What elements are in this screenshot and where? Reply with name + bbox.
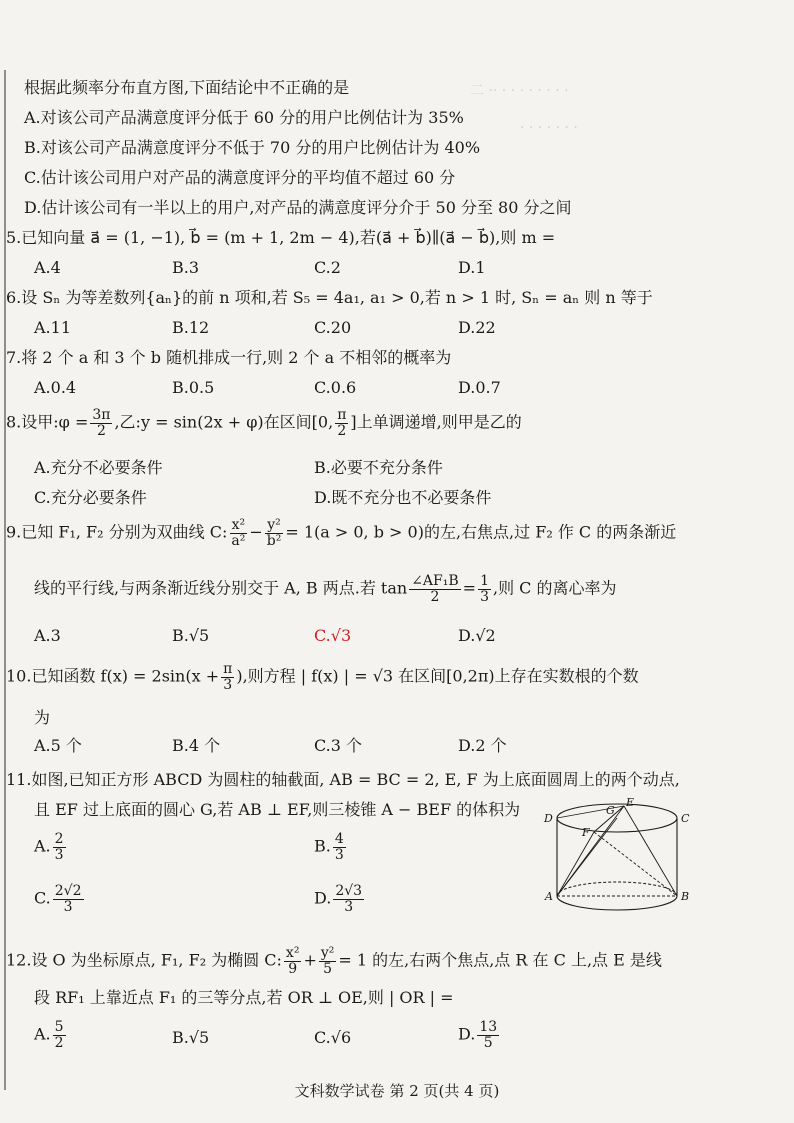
- q12-fraction-x2-9: [284, 946, 302, 976]
- q12-option-a: A. $\frac{5}{2}$: [34, 1019, 64, 1051]
- question-4-intro: 根据此频率分布直方图,下面结论中不正确的是: [24, 78, 350, 97]
- q11-option-b: B. $\frac{4}{3}$: [314, 831, 344, 863]
- q9-f1-den: a²: [231, 532, 246, 549]
- q8-option-b: B.必要不充分条件: [314, 458, 443, 477]
- q11-a-fraction: [53, 832, 66, 862]
- q6-option-a: A.11: [34, 318, 71, 337]
- q5-option-a: A.4: [34, 258, 61, 277]
- bottom-ellipse-front: [557, 896, 677, 910]
- q9-f3-den: 2: [430, 588, 440, 605]
- q8-text-post: ]上单调递增,则甲是乙的: [350, 412, 522, 432]
- q7-option-d: D.0.7: [458, 378, 501, 397]
- q6-option-d: D.22: [458, 318, 496, 337]
- q8-frac-num: 3π: [92, 407, 111, 423]
- q9-f2-num: y²: [267, 517, 281, 533]
- q9-line2-post: ,则 C 的离心率为: [493, 578, 617, 598]
- q7-option-a: A.0.4: [34, 378, 77, 397]
- q12-fraction-y2-5: [319, 946, 337, 976]
- q8-text-pre: 8.设甲:φ =: [6, 412, 89, 432]
- q12-a-num: 5: [54, 1019, 64, 1035]
- q11-b-den: 3: [334, 846, 344, 863]
- question-8-stem: [6, 408, 522, 438]
- q11-c-fraction: [53, 884, 84, 914]
- q10-option-b: B.4 个: [172, 736, 221, 755]
- q11-option-a: A. $\frac{2}{3}$: [34, 831, 64, 863]
- q9-f4-den: 3: [480, 588, 489, 605]
- q12-f1-den: 9: [288, 960, 298, 977]
- q9-fraction-angle: [409, 574, 460, 604]
- q11-c-den: 3: [63, 898, 73, 915]
- q4-option-b: B.对该公司产品满意度评分不低于 70 分的用户比例估计为 40%: [24, 138, 481, 157]
- bleed-through: 二 ·· · · · · · · · ·: [470, 83, 569, 99]
- q10-option-c: C.3 个: [314, 736, 363, 755]
- q12-option-b: B.√5: [172, 1028, 210, 1047]
- q9-option-b: B.√5: [172, 626, 210, 645]
- page-footer: 文科数学试卷 第 2 页(共 4 页): [294, 1082, 500, 1100]
- q10-option-d: D.2 个: [458, 736, 507, 755]
- question-6-stem: 6.设 Sₙ 为等差数列{aₙ}的前 n 项和,若 S₅ = 4a₁, a₁ > 0,若 n > 1 时, Sₙ = aₙ 则 n 等于: [6, 288, 653, 307]
- q12-plus: +: [303, 950, 317, 970]
- q11-d-den: 3: [344, 898, 354, 915]
- q11-d-num: 2√3: [335, 883, 363, 899]
- q8-text-mid: ,乙:y = sin(2x + φ)在区间[0,: [114, 412, 334, 432]
- q9-fraction-y2-b2: [265, 518, 284, 548]
- question-11-stem: 11.如图,已知正方形 ABCD 为圆柱的轴截面, AB = BC = 2, E, F 为上底面圆周上的两个动点,: [6, 770, 680, 789]
- q6-option-b: B.12: [172, 318, 210, 337]
- question-7-stem: 7.将 2 个 a 和 3 个 b 随机排成一行,则 2 个 a 不相邻的概率为: [6, 348, 452, 367]
- q10-f-num: π: [223, 661, 233, 677]
- q8-option-d: D.既不充分也不必要条件: [314, 488, 492, 507]
- q12-f2-den: 5: [323, 960, 333, 977]
- question-12-stem: [6, 946, 662, 976]
- q9-option-c: C.√3: [314, 626, 352, 645]
- question-9-stem: [6, 518, 676, 548]
- q9-minus: −: [249, 522, 263, 542]
- cylinder-figure: [542, 798, 692, 916]
- q11-d-fraction: [333, 884, 364, 914]
- label-e: E: [626, 798, 635, 809]
- q9-text-pre: 9.已知 F₁, F₂ 分别为双曲线 C:: [6, 522, 228, 542]
- q8-fraction-pi-over-2: [335, 408, 348, 438]
- q12-a-fraction: [53, 1020, 66, 1050]
- q11-b-fraction: [333, 832, 346, 862]
- q5-option-c: C.2: [314, 258, 341, 277]
- q11-a-num: 2: [54, 831, 64, 847]
- q4-option-a: A.对该公司产品满意度评分低于 60 分的用户比例估计为 35%: [24, 108, 464, 127]
- q5-option-d: D.1: [458, 258, 486, 277]
- q12-d-fraction: [477, 1020, 499, 1050]
- question-9-line2: [34, 574, 617, 604]
- q12-d-den: 5: [483, 1034, 493, 1051]
- q6-option-c: C.20: [314, 318, 352, 337]
- q12-f1-num: x²: [285, 945, 300, 961]
- q10-fraction-pi-over-3: [221, 662, 234, 692]
- q4-option-d: D.估计该公司有一半以上的用户,对产品的满意度评分介于 50 分至 80 分之间: [24, 198, 572, 217]
- q10-f-den: 3: [223, 676, 233, 693]
- q9-fraction-x2-a2: [229, 518, 247, 548]
- q11-option-d: D. $\frac{2√3}{3}$: [314, 883, 363, 915]
- q9-fraction-one-third: [478, 574, 491, 604]
- q9-line2-pre: 线的平行线,与两条渐近线分别交于 A, B 两点.若 tan: [34, 578, 408, 598]
- q11-option-c: C. $\frac{2√2}{3}$: [34, 883, 82, 915]
- q8-frac-den: 2: [96, 422, 106, 439]
- q8-option-c: C.充分必要条件: [34, 488, 147, 507]
- q9-f4-num: 1: [480, 573, 489, 589]
- q9-f3-num: ∠AF₁B: [411, 573, 459, 589]
- q8-option-a: A.充分不必要条件: [34, 458, 163, 477]
- q12-text-pre: 12.设 O 为坐标原点, F₁, F₂ 为椭圆 C:: [6, 950, 282, 970]
- q11-c-num: 2√2: [54, 883, 82, 899]
- q9-f2-den: b²: [266, 532, 282, 549]
- q9-option-d: D.√2: [458, 626, 496, 645]
- q7-option-c: C.0.6: [314, 378, 357, 397]
- q12-text-post: = 1 的左,右两个焦点,点 R 在 C 上,点 E 是线: [338, 950, 662, 970]
- label-f: F: [582, 826, 590, 839]
- question-10-stem: [6, 662, 639, 692]
- label-a: A: [545, 890, 553, 903]
- q10-text-pre: 10.已知函数 f(x) = 2sin(x +: [6, 666, 220, 686]
- bottom-ellipse-back: [557, 882, 677, 896]
- q10-text-post: ),则方程 | f(x) | = √3 在区间[0,2π)上存在实数根的个数: [236, 666, 639, 686]
- segment-eb: [624, 806, 677, 896]
- label-c: C: [681, 812, 690, 825]
- question-10-line2: 为: [34, 708, 51, 727]
- label-g: G: [606, 804, 615, 817]
- q10-option-a: A.5 个: [34, 736, 82, 755]
- q12-option-d: D. $\frac{13}{5}$: [458, 1019, 498, 1051]
- question-5-stem: 5.已知向量 a⃗ = (1, −1), b⃗ = (m + 1, 2m − 4),若(a⃗ + b⃗)∥(a⃗ − b⃗),则 m =: [6, 228, 556, 247]
- q5-option-b: B.3: [172, 258, 200, 277]
- bleed-through: · · · · · · ·: [520, 120, 578, 136]
- q7-option-b: B.0.5: [172, 378, 215, 397]
- q9-f1-num: x²: [231, 517, 246, 533]
- q8-frac2-num: π: [337, 407, 347, 423]
- q9-line2-mid: =: [462, 578, 477, 598]
- q12-d-num: 13: [479, 1019, 498, 1035]
- segment-fb: [594, 832, 677, 896]
- q9-option-a: A.3: [34, 626, 61, 645]
- q8-fraction-3pi-over-2: [90, 408, 112, 438]
- page-edge: [4, 70, 6, 1090]
- q12-a-den: 2: [54, 1034, 64, 1051]
- label-d: D: [544, 812, 553, 825]
- q12-option-c: C.√6: [314, 1028, 352, 1047]
- q9-text-post: = 1(a > 0, b > 0)的左,右焦点,过 F₂ 作 C 的两条渐近: [285, 522, 677, 542]
- q12-f2-num: y²: [320, 945, 335, 961]
- label-b: B: [681, 890, 690, 903]
- q11-b-num: 4: [334, 831, 344, 847]
- q11-a-den: 3: [54, 846, 64, 863]
- q8-frac2-den: 2: [337, 422, 347, 439]
- question-11-line2: 且 EF 过上底面的圆心 G,若 AB ⊥ EF,则三棱锥 A − BEF 的体积为: [34, 800, 521, 819]
- q4-option-c: C.估计该公司用户对产品的满意度评分的平均值不超过 60 分: [24, 168, 456, 187]
- question-12-line2: 段 RF₁ 上靠近点 F₁ 的三等分点,若 OR ⊥ OE,则 | OR | =: [34, 988, 454, 1007]
